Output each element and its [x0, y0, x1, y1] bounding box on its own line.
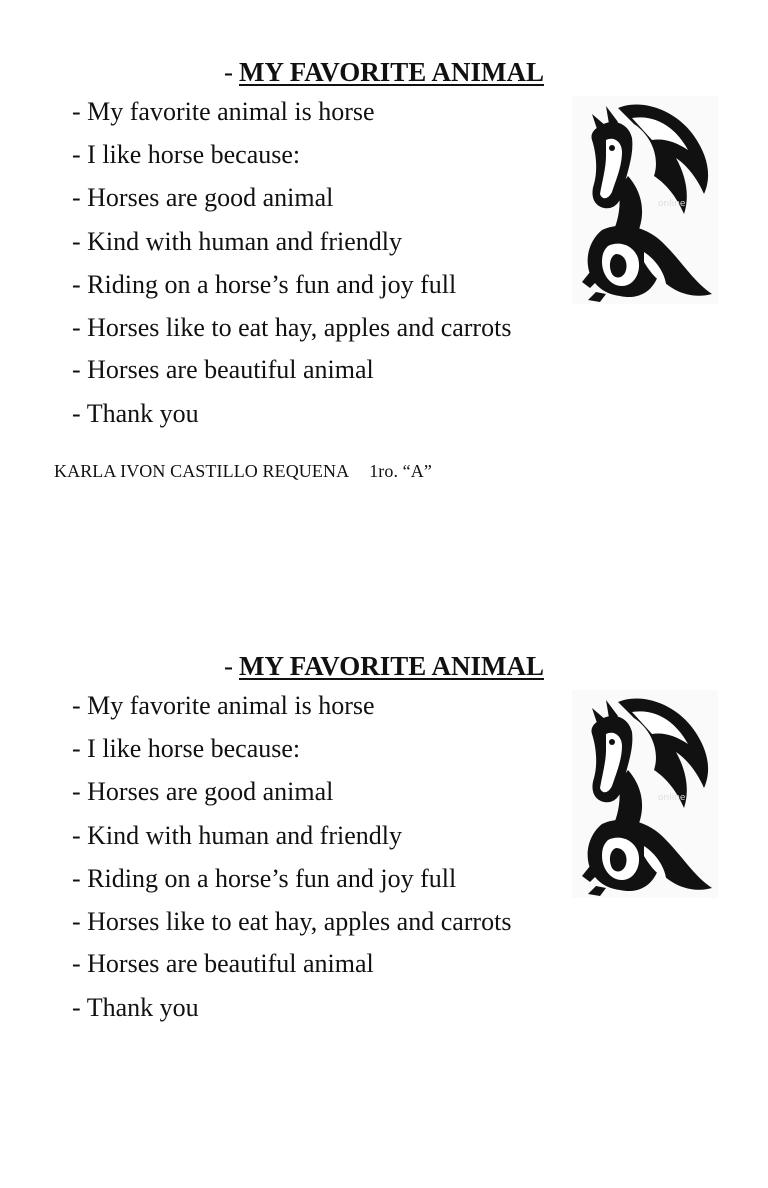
- title-dash: -: [224, 651, 233, 681]
- title-line: [0, 56, 768, 88]
- text-line: - Horses are good animal: [72, 777, 334, 806]
- text-line: - I like horse because:: [72, 140, 301, 169]
- text-line: - Horses are beautiful animal: [72, 355, 374, 384]
- text-line: - Horses are good animal: [72, 183, 334, 212]
- document-section: [0, 594, 768, 1188]
- horse-drawing-icon: [572, 96, 718, 304]
- signature: [54, 460, 432, 482]
- horse-drawing-icon: [572, 690, 718, 898]
- text-list: [72, 97, 511, 442]
- author-name: KARLA IVON CASTILLO REQUENA: [54, 461, 350, 481]
- page-title: MY FAVORITE ANIMAL: [239, 651, 544, 681]
- svg-text:online: online: [658, 199, 686, 209]
- title-dash: -: [224, 57, 233, 87]
- title-line: [0, 650, 768, 682]
- text-line: - Horses like to eat hay, apples and carrots: [72, 907, 512, 936]
- text-line: - Horses are beautiful animal: [72, 949, 374, 978]
- text-list: [72, 691, 511, 1023]
- text-line: - My favorite animal is horse: [72, 97, 375, 126]
- text-line: - Thank you: [72, 993, 199, 1022]
- text-line: - Riding on a horse’s fun and joy full: [72, 270, 457, 299]
- text-line: - Thank you: [72, 399, 199, 428]
- svg-text:online: online: [658, 793, 686, 803]
- class-label: 1ro. “A”: [369, 461, 432, 481]
- text-line: - Riding on a horse’s fun and joy full: [72, 864, 457, 893]
- text-line: - My favorite animal is horse: [72, 691, 375, 720]
- text-line: - Kind with human and friendly: [72, 227, 402, 256]
- text-line: - Kind with human and friendly: [72, 821, 402, 850]
- text-line: - I like horse because:: [72, 734, 301, 763]
- text-line: - Horses like to eat hay, apples and carrots: [72, 313, 512, 342]
- page-title: MY FAVORITE ANIMAL: [239, 57, 544, 87]
